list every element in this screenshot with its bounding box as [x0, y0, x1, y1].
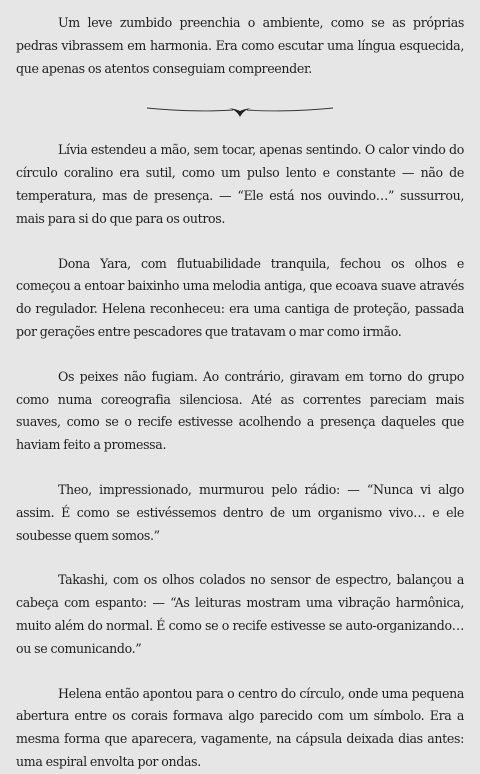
paragraph-1: Um leve zumbido preenchia o ambiente, como se as próprias pedras vibrassem em harmonia. Era como escutar uma língua esquecida, que apenas os atentos conseguiam compreender.	[16, 15, 464, 76]
paragraph-6: Takashi, com os olhos colados no sensor de espectro, balançou a cabeça com espanto: — “As leituras mostram uma vibração harmônica, muito além do normal. É como se o recife estivesse se auto-organizando… ou se comunicando.”	[16, 572, 464, 656]
paragraph-7: Helena então apontou para o centro do círculo, onde uma pequena abertura entre os corais formava algo parecido com um símbolo. Era a mesma forma que aparecera, vagamente, na cápsula deixada dias antes: uma espiral envolta por ondas.	[16, 685, 464, 769]
section-divider-ornament	[145, 102, 335, 120]
paragraph-4: Os peixes não fugiam. Ao contrário, giravam em torno do grupo como numa coreografia silenciosa. Até as correntes pareciam mais suaves, como se o recife estivesse acolhendo a presença daqueles que haviam feito a promessa.	[16, 368, 464, 453]
paragraph-3: Dona Yara, com flutuabilidade tranquila, fechou os olhos e começou a entoar baixinho uma melodia antiga, que ecoava suave através do regulador. Helena reconheceu: era uma cantiga de proteção, passada por gerações entre pescadores que tratavam o mar como irmão.	[16, 255, 464, 339]
paragraph-5: Theo, impressionado, murmurou pelo rádio: — “Nunca vi algo assim. É como se estivéssemos dentro de um organismo vivo… e ele soubesse quem somos.”	[16, 481, 464, 543]
paragraph-2: Lívia estendeu a mão, sem tocar, apenas sentindo. O calor vindo do círculo coralino era sutil, como um pulso lento e constante — não de temperatura, mas de presença. — “Ele está nos ouvindo…” sussurrou, mais para si do que para os outros.	[16, 142, 464, 226]
